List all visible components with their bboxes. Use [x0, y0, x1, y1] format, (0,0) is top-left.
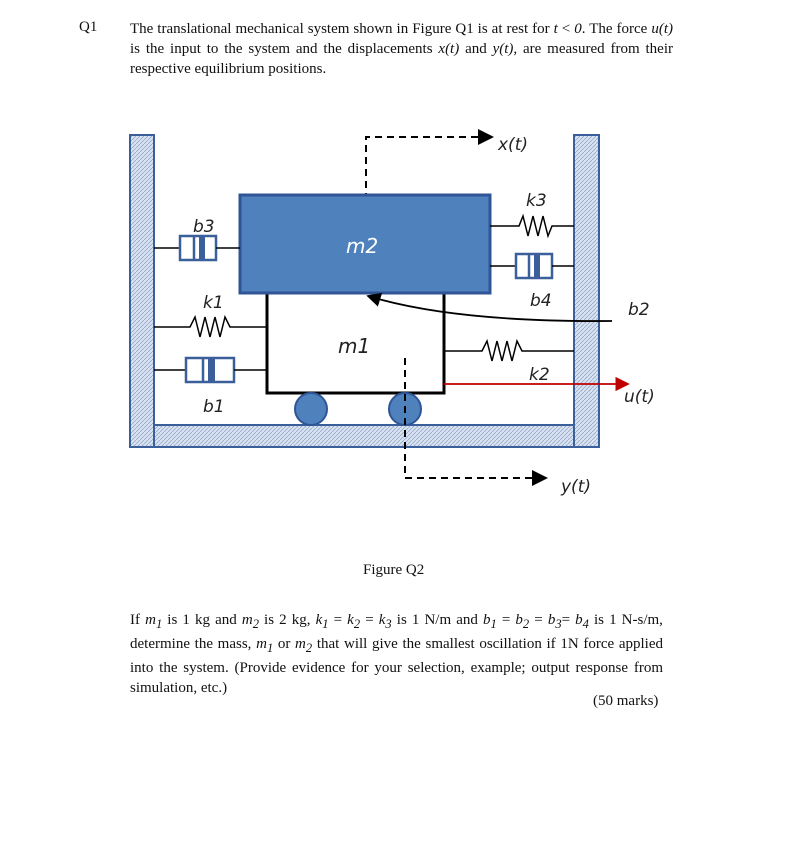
- left-wall: [130, 135, 154, 447]
- damper-b4: [490, 254, 574, 278]
- b3-label: b3: [193, 217, 215, 237]
- b1-label: b1: [203, 397, 225, 417]
- x-displacement-line: [366, 137, 492, 200]
- spring-k3: [490, 216, 574, 236]
- question-task: If $m_1$ is 1 kg and $m_2$ is 2 kg, $k_1 = k_2 = k_3$ is 1 N/m and $b_1 = b_2 = b_3= b_4$ is 1 N-s/m, determine the mass, $m_1$ or $m_2$ that will give the smallest oscillation if 1N force applied into the system. (Provide evidence for your selection, example; output response from simulation, etc.): [130, 612, 664, 696]
- question-number: Q1: [79, 19, 98, 35]
- marks: (50 marks): [593, 693, 659, 709]
- question-intro: The translational mechanical system shown in Figure Q1 is at rest for t < 0. The force u(t) is the input to the system and the displacements x(t) and y(t), are measured from their respective equilibrium positions.: [130, 21, 673, 77]
- k3-label: k3: [526, 191, 547, 211]
- wheel-left: [295, 393, 327, 425]
- b2-label: b2: [628, 300, 650, 320]
- spring-k2: [444, 341, 574, 361]
- damper-b3: [154, 236, 240, 260]
- damper-b1: [154, 358, 267, 382]
- figure-caption: Figure Q2: [363, 562, 425, 578]
- m1-label: m1: [338, 334, 371, 358]
- right-wall: [574, 135, 599, 447]
- u-label: u(t): [624, 387, 655, 407]
- spring-k1: [154, 317, 267, 337]
- k2-label: k2: [529, 365, 550, 385]
- y-label: y(t): [561, 477, 591, 497]
- b4-label: b4: [530, 291, 552, 311]
- x-label: x(t): [498, 135, 528, 155]
- m2-label: m2: [346, 234, 379, 258]
- k1-label: k1: [203, 293, 224, 313]
- floor: [154, 425, 574, 447]
